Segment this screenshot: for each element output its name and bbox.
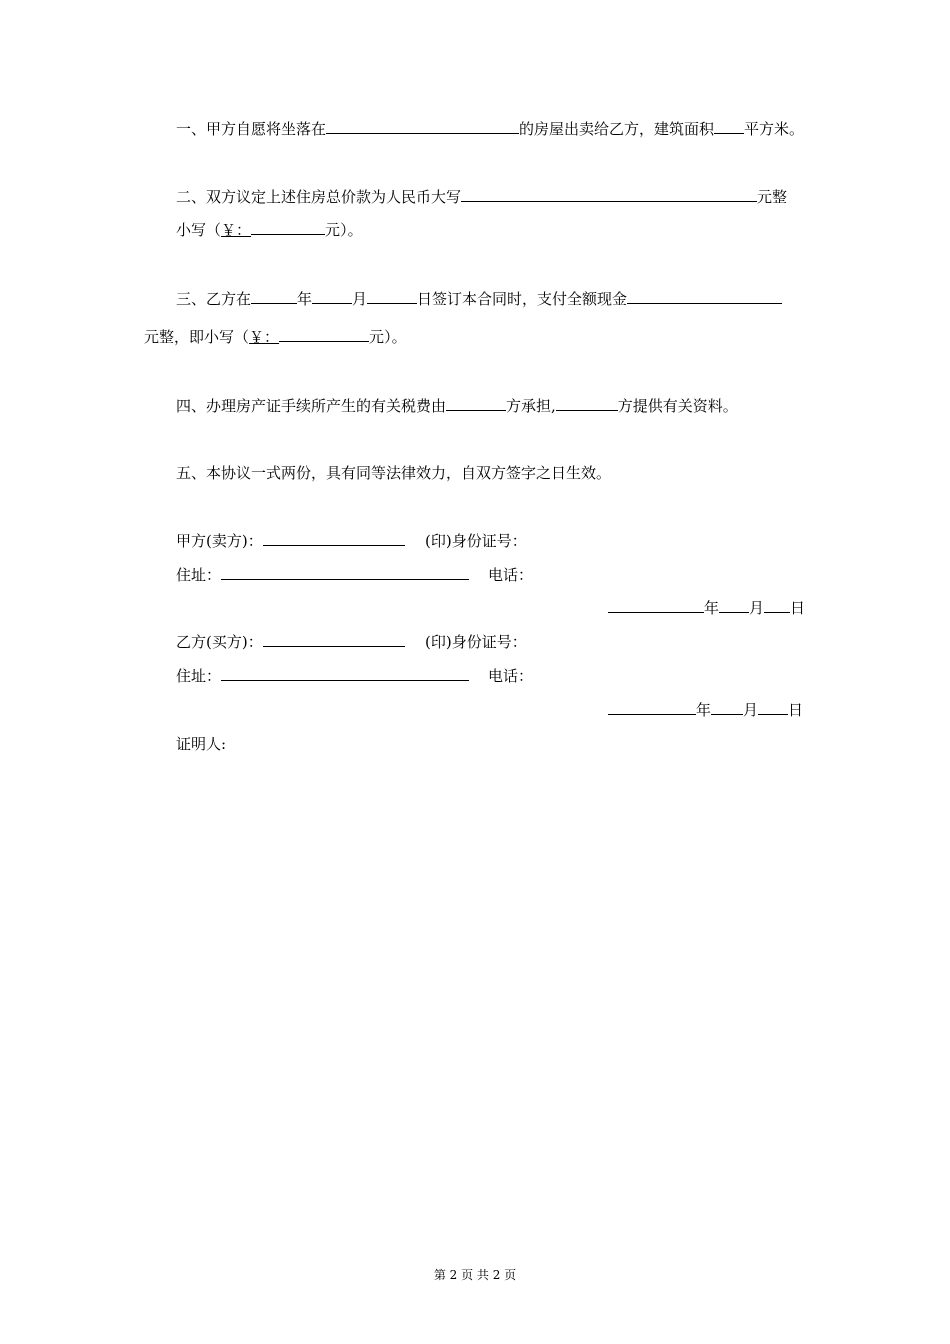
clause-1-text-a: 一、甲方自愿将坐落在 [176, 120, 327, 138]
sign-month-blank[interactable] [312, 289, 352, 304]
clause-5-text: 五、本协议一式两份，具有同等法律效力，自双方签字之日生效。 [176, 464, 612, 482]
clause-3-year: 年 [297, 290, 313, 308]
clause-3-line-2-text: 元整，即小写 [144, 328, 235, 346]
clause-2-paren-close: ）。 [340, 221, 363, 239]
seller-address-label: 住址： [176, 566, 222, 584]
page-footer: 第 2 页 共 2 页 [433, 1268, 517, 1282]
price-uppercase-blank[interactable] [461, 187, 757, 202]
clause-4-text-c: 方提供有关资料。 [617, 397, 738, 415]
seller-label: 甲方(卖方)： [176, 532, 263, 550]
clause-4-text-b: 方承担, [506, 397, 556, 415]
buyer-name-blank[interactable] [263, 632, 405, 647]
clause-3-yuan: 元 [369, 328, 385, 346]
seller-date-row [608, 598, 805, 618]
clause-5 [176, 463, 611, 483]
witness-label: 证明人: [176, 735, 227, 753]
document-party-blank[interactable] [556, 396, 618, 411]
clause-3-day-text: 日签订本合同时，支付全额现金 [417, 290, 628, 308]
clause-3-month: 月 [352, 290, 368, 308]
yen-label: ￥： [221, 221, 252, 239]
seller-year-label: 年 [704, 599, 720, 617]
buyer-address-label: 住址： [176, 667, 222, 685]
area-blank[interactable] [714, 119, 744, 134]
buyer-label: 乙方(买方)： [176, 633, 263, 651]
seller-day-blank[interactable] [764, 598, 790, 613]
location-blank[interactable] [326, 119, 519, 134]
clause-1-text-b: 的房屋出卖给乙方，建筑面积 [519, 120, 715, 138]
seller-year-blank[interactable] [608, 598, 704, 613]
buyer-year-blank[interactable] [608, 700, 696, 715]
buyer-year-label: 年 [696, 701, 712, 719]
clause-2-lowercase-label: 小写 [176, 221, 207, 239]
clause-4 [176, 396, 738, 416]
buyer-phone-label: 电话： [488, 667, 534, 685]
clause-2-line-2 [176, 220, 363, 240]
buyer-day-label: 日 [788, 701, 804, 719]
buyer-id-label: (印)身份证号： [425, 633, 527, 651]
buyer-row [176, 632, 405, 652]
buyer-address-blank[interactable] [221, 666, 469, 681]
clause-2-text-a: 二、双方议定上述住房总价款为人民币大写 [176, 188, 462, 206]
seller-name-blank[interactable] [263, 531, 405, 546]
seller-month-blank[interactable] [719, 598, 749, 613]
clause-1 [176, 119, 804, 139]
cash-lowercase-blank[interactable] [279, 327, 369, 342]
sign-year-blank[interactable] [251, 289, 297, 304]
clause-1-text-c: 平方米。 [744, 120, 805, 138]
seller-id-label: (印)身份证号： [425, 532, 527, 550]
buyer-day-blank[interactable] [758, 700, 788, 715]
seller-address-blank[interactable] [221, 565, 469, 580]
seller-day-label: 日 [790, 599, 806, 617]
price-lowercase-blank[interactable] [251, 220, 325, 235]
seller-row [176, 531, 405, 551]
buyer-date-row [608, 700, 803, 720]
seller-month-label: 月 [749, 599, 765, 617]
seller-phone-label: 电话： [488, 566, 534, 584]
buyer-address-row [176, 666, 469, 686]
clause-2-paren-open: （ [206, 221, 222, 239]
clause-3-paren-open: （ [234, 328, 250, 346]
tax-party-blank[interactable] [446, 396, 506, 411]
yen-label-2: ￥： [249, 328, 280, 346]
sign-day-blank[interactable] [367, 289, 417, 304]
seller-address-row [176, 565, 469, 585]
buyer-month-label: 月 [743, 701, 759, 719]
clause-2-yuan: 元 [325, 221, 341, 239]
cash-amount-blank[interactable] [627, 289, 782, 304]
clause-3 [176, 289, 782, 309]
clause-4-text-a: 四、办理房产证手续所产生的有关税费由 [176, 397, 447, 415]
clause-3-text-a: 三、乙方在 [176, 290, 252, 308]
clause-3-line-2 [144, 327, 407, 347]
clause-2-text-b: 元整 [757, 188, 788, 206]
clause-3-paren-close: ）。 [384, 328, 407, 346]
buyer-month-blank[interactable] [711, 700, 743, 715]
clause-2 [176, 187, 787, 207]
